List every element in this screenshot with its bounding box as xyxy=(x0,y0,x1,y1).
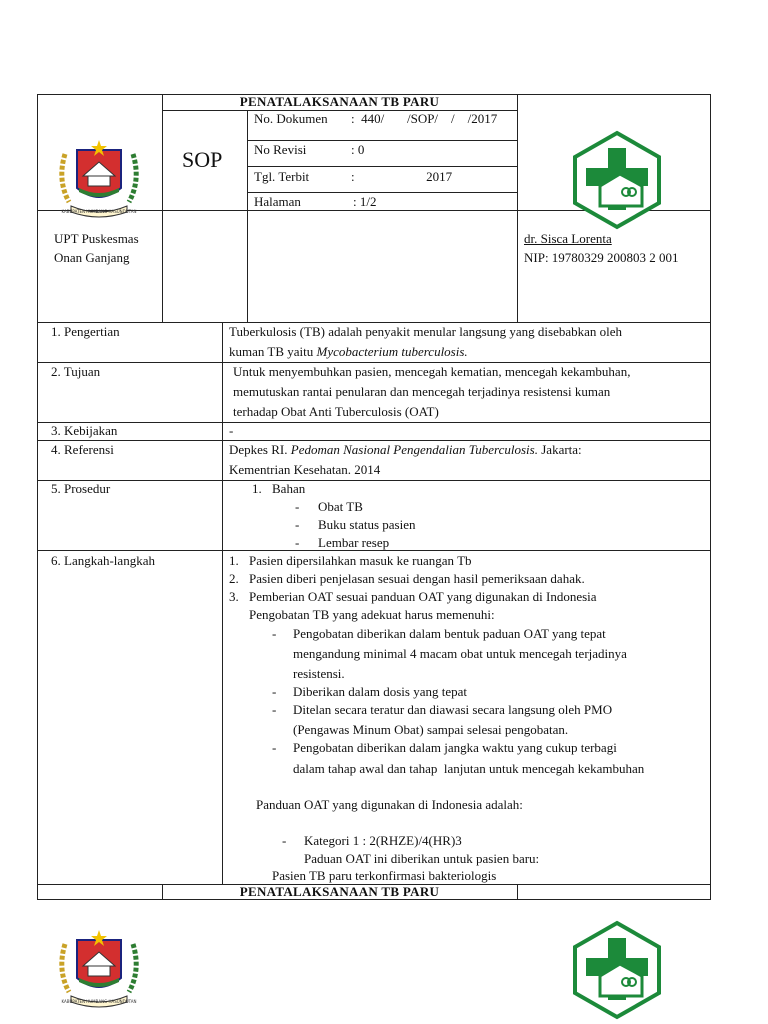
emblem-ribbon-text-bottom: KABUPATEN HUMBANG HASUNDUTAN xyxy=(61,999,137,1004)
sub-item-1c: resistensi. xyxy=(293,666,345,681)
row-line-pengertian xyxy=(37,362,710,363)
kategori-note-2: Pasien TB paru terkonfirmasi bakteriologis xyxy=(272,868,497,883)
row-line-tujuan xyxy=(37,422,710,423)
halaman-label: Halaman xyxy=(254,194,301,209)
signer-name: dr. Sisca Lorenta xyxy=(524,231,612,246)
sub-item-4b: dalam tahap awal dan tahap lanjutan untuk mencegah kekambuhan xyxy=(293,761,645,776)
regional-emblem-logo xyxy=(55,136,143,222)
row-line-kebijakan xyxy=(37,440,710,441)
puskesmas-logo xyxy=(570,130,664,230)
no-revisi-value: : 0 xyxy=(351,142,365,157)
header-col-line-3 xyxy=(517,94,518,322)
no-dokumen-value: : 440/ /SOP/ / /2017 xyxy=(351,111,498,126)
tujuan-line2: memutuskan rantai penularan dan mencegah terjadinya resistensi kuman xyxy=(233,384,611,399)
footer-title: PENATALAKSANAAN TB PARU xyxy=(239,884,440,899)
sub-item-4a: Pengobatan diberikan dalam jangka waktu yang cukup terbagi xyxy=(293,740,617,755)
pengertian-line2: kuman TB yaitu Mycobacterium tuberculosis. xyxy=(229,344,468,359)
no-dokumen-label: No. Dokumen xyxy=(254,111,328,126)
kategori-dash: - xyxy=(282,833,287,848)
tujuan-line1: Untuk menyembuhkan pasien, mencegah kematian, mencegah kekambuhan, xyxy=(233,364,631,379)
sub-item-1a: Pengobatan diberikan dalam bentuk paduan OAT yang tepat xyxy=(293,626,606,641)
mycobacterium-italic: Mycobacterium tuberculosis. xyxy=(316,344,468,359)
prosedur-item-2: Buku status pasien xyxy=(318,517,416,532)
sub-item-3b: (Pengawas Minum Obat) sampai selesai pengobatan. xyxy=(293,722,569,737)
referensi-line2: Kementrian Kesehatan. 2014 xyxy=(229,462,381,477)
prosedur-dash-2: - xyxy=(295,517,300,532)
prosedur-label: 5. Prosedur xyxy=(51,481,111,496)
emblem-ribbon-text: KABUPATEN HUMBANG HASUNDUTAN xyxy=(61,209,137,214)
body-col-line xyxy=(222,322,223,884)
header-row-line-1 xyxy=(247,140,517,141)
header-col-line-1 xyxy=(162,94,163,322)
doc-title: PENATALAKSANAAN TB PARU xyxy=(239,94,440,109)
langkah-step-3a: Pemberian OAT sesuai panduan OAT yang digunakan di Indonesia xyxy=(249,589,597,604)
no-revisi-label: No Revisi xyxy=(254,142,307,157)
prosedur-number: 1. xyxy=(252,481,262,496)
prosedur-item-3: Lembar resep xyxy=(318,535,390,550)
sub-dash-4: - xyxy=(272,740,277,755)
prosedur-item-1: Obat TB xyxy=(318,499,363,514)
table-border-left xyxy=(37,94,38,900)
sub-dash-1: - xyxy=(272,626,277,641)
sub-item-1b: mengandung minimal 4 macam obat untuk mencegah terjadinya xyxy=(293,646,627,661)
langkah-step-2: Pasien diberi penjelasan sesuai dengan hasil pemeriksaan dahak. xyxy=(249,571,585,586)
tgl-terbit-value: : 2017 xyxy=(351,169,453,184)
sub-dash-2: - xyxy=(272,684,277,699)
header-row-line-3 xyxy=(247,192,517,193)
referensi-line1: Depkes RI. Pedoman Nasional Pengendalian Tuberculosis. Jakarta: xyxy=(229,442,582,457)
langkah-num-1: 1. xyxy=(229,553,239,568)
prosedur-heading: Bahan xyxy=(272,481,306,496)
regional-emblem-logo-bottom xyxy=(55,926,143,1012)
sub-item-3a: Ditelan secara teratur dan diawasi secara langsung oleh PMO xyxy=(293,702,613,717)
langkah-step-3b: Pengobatan TB yang adekuat harus memenuhi: xyxy=(249,607,495,622)
kebijakan-label: 3. Kebijakan xyxy=(51,423,118,438)
referensi-label: 4. Referensi xyxy=(51,442,114,457)
kebijakan-value: - xyxy=(229,423,234,438)
langkah-label: 6. Langkah-langkah xyxy=(51,553,155,568)
pedoman-italic: Pedoman Nasional Pengendalian Tuberculosis. xyxy=(290,442,538,457)
prosedur-dash-3: - xyxy=(295,535,300,550)
puskesmas-logo-bottom xyxy=(570,920,664,1020)
header-row-line-2 xyxy=(247,166,517,167)
org-name-line2: Onan Ganjang xyxy=(54,250,130,265)
footer-col-line-2 xyxy=(517,884,518,899)
langkah-step-1: Pasien dipersilahkan masuk ke ruangan Tb xyxy=(249,553,472,568)
langkah-num-2: 2. xyxy=(229,571,239,586)
prosedur-dash-1: - xyxy=(295,499,300,514)
kategori-text: Kategori 1 : 2(RHZE)/4(HR)3 xyxy=(304,833,462,848)
kategori-note: Paduan OAT ini diberikan untuk pasien baru: xyxy=(304,851,540,866)
header-col-line-2 xyxy=(247,110,248,322)
header-bottom-line xyxy=(37,322,710,323)
langkah-num-3: 3. xyxy=(229,589,239,604)
sop-label: SOP xyxy=(182,147,223,172)
org-name-line1: UPT Puskesmas xyxy=(54,231,139,246)
sub-dash-3: - xyxy=(272,702,277,717)
halaman-value: : 1/2 xyxy=(353,194,377,209)
tgl-terbit-label: Tgl. Terbit xyxy=(254,169,310,184)
pengertian-label: 1. Pengertian xyxy=(51,324,120,339)
panduan-text: Panduan OAT yang digunakan di Indonesia adalah: xyxy=(256,797,523,812)
pengertian-line1: Tuberkulosis (TB) adalah penyakit menular langsung yang disebabkan oleh xyxy=(229,324,623,339)
tujuan-label: 2. Tujuan xyxy=(51,364,101,379)
row-line-referensi xyxy=(37,480,710,481)
table-border-right xyxy=(710,94,711,900)
sub-item-2: Diberikan dalam dosis yang tepat xyxy=(293,684,468,699)
signer-nip: NIP: 19780329 200803 2 001 xyxy=(524,250,679,265)
tujuan-line3: terhadap Obat Anti Tuberculosis (OAT) xyxy=(233,404,439,419)
